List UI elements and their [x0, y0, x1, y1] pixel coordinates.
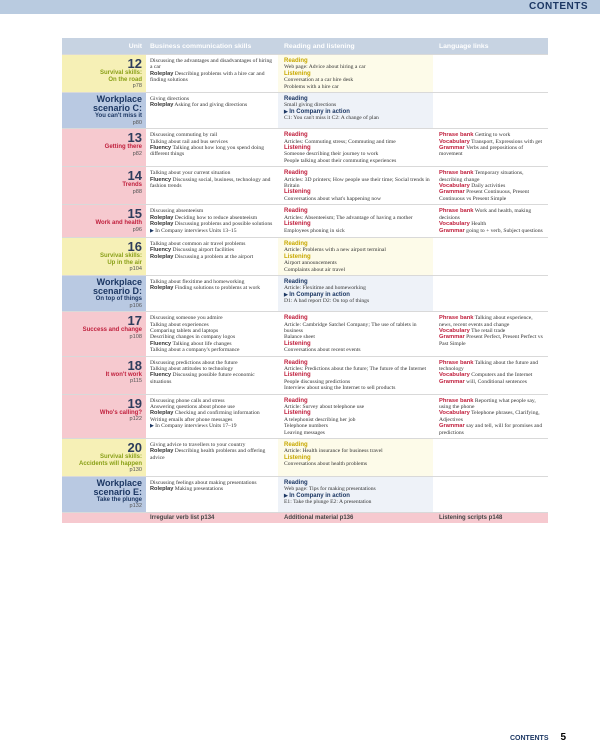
reading-listening-cell	[278, 238, 433, 275]
skill-label: Roleplay	[150, 448, 174, 455]
language-line	[439, 410, 546, 423]
skill-line	[150, 347, 275, 353]
business-skills-cell	[146, 357, 278, 394]
reading-text: Conversations about recent events	[284, 347, 361, 354]
skill-text: Talking about a company's performance	[150, 347, 240, 354]
reading-text: Conversation at a car hire desk	[284, 77, 354, 84]
unit-page: p108	[129, 333, 142, 340]
language-links-cell	[433, 276, 548, 311]
unit-cell	[62, 312, 146, 355]
unit-name: Trends	[122, 182, 142, 189]
in-company-text: In Company in action	[289, 291, 350, 298]
reading-heading: Reading	[284, 96, 308, 103]
unit-page: p82	[132, 150, 142, 157]
reading-text: Airport announcements	[284, 260, 337, 267]
language-links-cell	[433, 55, 548, 92]
skill-line	[150, 177, 275, 190]
skill-text: Finding solutions to problems at work	[173, 285, 261, 292]
unit-name: You can't miss it	[95, 113, 142, 120]
unit-page: p106	[129, 302, 142, 309]
reading-heading: Reading	[284, 359, 308, 366]
unit-number: 15	[127, 206, 142, 222]
language-text: The retail trade	[469, 327, 506, 334]
table-row	[62, 438, 548, 476]
skill-text: In Company interviews Units 17–19	[155, 423, 237, 430]
unit-name: Survival skills:	[99, 70, 142, 76]
reading-text: Conversations about health problems	[284, 461, 368, 468]
reading-heading: Reading	[284, 208, 308, 215]
language-line	[439, 423, 546, 436]
page-footer	[510, 732, 566, 743]
skill-text: Discussing social, business, technology and fashion trends	[150, 176, 271, 190]
table-row	[62, 311, 548, 355]
skill-label: Fluency	[150, 372, 172, 379]
unit-name: Who's calling?	[99, 409, 142, 416]
skill-text: Describing health problems and offering advice	[150, 448, 266, 461]
reading-heading: Listening	[284, 372, 311, 379]
skill-line	[150, 486, 275, 492]
language-links-cell	[433, 477, 548, 512]
skill-text: Asking for and giving directions	[173, 102, 248, 109]
skill-text: Describing changes in company logos	[150, 334, 236, 341]
reading-heading: Reading	[284, 240, 308, 247]
business-skills-cell	[146, 276, 278, 311]
reading-heading: Listening	[284, 454, 311, 461]
language-line	[439, 145, 546, 158]
reading-text: Article: Survey about telephone use	[284, 404, 365, 410]
language-label: Grammar	[439, 145, 465, 152]
skill-label: Roleplay	[150, 486, 174, 493]
reading-text: Articles: Predictions about the future; The future of the Internet	[284, 365, 427, 372]
unit-page: p132	[129, 503, 142, 510]
unit-cell	[62, 357, 146, 394]
skill-text: Comparing tablets and laptops	[150, 327, 219, 334]
language-links-cell	[433, 312, 548, 355]
unit-cell	[62, 129, 146, 166]
language-text: Reporting what people say, using the phone	[439, 397, 536, 410]
language-text: Temporary situations, describing change	[439, 170, 524, 183]
reading-text: D1: A bad report D2: On top of things	[284, 298, 370, 305]
reading-text: Articles: 3D printers; How people use their time; Social trends in Britain	[284, 176, 430, 190]
unit-number: 12	[127, 56, 142, 71]
skill-text: Discussing a problem at the airport	[173, 253, 254, 260]
table-row	[62, 394, 548, 438]
reading-text: Web page: Tips for making presentations	[284, 486, 376, 493]
workplace-scenario-title: Workplace scenario E:	[93, 477, 142, 497]
language-label: Vocabulary	[439, 138, 470, 145]
language-links-cell	[433, 238, 548, 275]
unit-name: It won't work	[105, 371, 142, 378]
skill-label: Roleplay	[150, 253, 174, 260]
unit-number: 19	[127, 395, 142, 411]
table-row	[62, 356, 548, 394]
reading-text: Telephone numbers	[284, 423, 328, 430]
language-links-cell	[433, 357, 548, 394]
business-skills-cell	[146, 439, 278, 476]
skill-text: Giving advice to travellers to your country	[150, 442, 246, 449]
unit-page: p78	[132, 83, 142, 90]
col-language: Language links	[439, 42, 489, 50]
table-row	[62, 237, 548, 275]
skill-text: Giving directions	[150, 96, 189, 103]
reading-heading: Reading	[284, 442, 308, 449]
skill-text: Discussing phone calls and stress	[150, 397, 225, 404]
skill-label: Fluency	[150, 247, 172, 254]
skill-label: Roleplay	[150, 214, 174, 221]
language-links-cell	[433, 129, 548, 166]
in-company-text: In Company in action	[289, 492, 350, 499]
skill-text: In Company interviews Units 13–15	[155, 227, 237, 234]
language-label: Phrase bank	[439, 397, 474, 404]
table-row	[62, 128, 548, 166]
unit-page: p122	[129, 416, 142, 423]
unit-number: 13	[127, 130, 142, 146]
language-text: Transport, Expressions with get	[469, 138, 543, 145]
skill-text: Talking about life changes	[171, 340, 232, 347]
reading-listening-cell	[278, 357, 433, 394]
reading-text: C1: You can't miss it C2: A change of plan	[284, 115, 379, 122]
skill-text: Discussing feelings about making presentations	[150, 479, 257, 486]
reading-heading: Reading	[284, 278, 308, 285]
skill-line	[150, 228, 275, 235]
skill-text: Describing problems with a hire car and finding solutions	[150, 70, 265, 84]
skill-text: Talking about experiences	[150, 321, 209, 328]
language-label: Vocabulary	[439, 372, 470, 379]
unit-number: 20	[127, 440, 142, 456]
reading-heading: Reading	[284, 58, 308, 64]
skill-text: Answering questions about phone use	[150, 404, 235, 410]
language-text: will, Conditional sentences	[464, 378, 527, 385]
reading-heading: Reading	[284, 397, 308, 404]
language-line	[439, 334, 546, 347]
language-line	[439, 315, 546, 328]
unit-cell	[62, 167, 146, 204]
reading-heading: Reading	[284, 479, 308, 486]
language-line	[439, 228, 546, 234]
skill-label: Fluency	[150, 340, 172, 347]
skill-text: Talking about flexitime and homeworking	[150, 278, 245, 285]
col-business: Business communication skills	[150, 42, 252, 50]
reading-text: Balance sheet	[284, 334, 315, 341]
reading-listening-cell	[278, 205, 433, 237]
language-text: Verbs and prepositions of movement	[439, 145, 524, 158]
unit-name: Accidents will happen	[78, 460, 142, 467]
unit-cell	[62, 55, 146, 92]
unit-page: p104	[129, 266, 142, 273]
reading-heading: Listening	[284, 340, 311, 347]
skill-text: Writing emails after phone messages	[150, 416, 233, 423]
irregular-verb-link[interactable]: Irregular verb list p134	[150, 515, 215, 521]
language-label: Vocabulary	[439, 410, 470, 417]
language-label: Grammar	[439, 189, 465, 196]
language-label: Grammar	[439, 423, 465, 430]
language-links-cell	[433, 93, 548, 128]
unit-page: p80	[132, 119, 142, 126]
unit-name: On top of things	[95, 295, 142, 302]
table-row	[62, 92, 548, 128]
language-text: Present Perfect, Present Perfect vs Past Simple	[439, 334, 543, 347]
skill-text: Talking about your current situation	[150, 170, 231, 177]
reading-text: Conversations about what's happening now	[284, 195, 382, 202]
in-company-text: In Company in action	[289, 108, 350, 115]
unit-number: 16	[127, 238, 142, 254]
reading-text: Article: Flexitime and homeworking	[284, 285, 366, 292]
skill-line	[150, 285, 275, 291]
reading-text: Complaints about air travel	[284, 266, 346, 273]
reading-text: People discussing predictions	[284, 378, 351, 385]
business-skills-cell	[146, 238, 278, 275]
skill-label: Fluency	[150, 145, 172, 152]
language-label: Phrase bank	[439, 170, 474, 177]
skill-text: Discussing airport facilities	[171, 247, 235, 254]
table-footer	[62, 512, 548, 523]
additional-material-link[interactable]: Additional material p136	[284, 515, 354, 521]
reading-heading: Listening	[284, 70, 311, 77]
reading-heading: Listening	[284, 189, 311, 196]
skill-text: Making presentations	[173, 486, 224, 493]
table-row	[62, 275, 548, 311]
unit-name: Survival skills:	[99, 252, 142, 259]
in-company-icon: ▶	[150, 424, 156, 430]
unit-cell	[62, 395, 146, 438]
business-skills-cell	[146, 167, 278, 204]
unit-cell	[62, 238, 146, 275]
unit-cell	[62, 477, 146, 512]
skill-text: Discussing possible future economic situations	[150, 372, 255, 385]
reading-text: Article: Health insurance for business travel	[284, 448, 383, 455]
page-number: 5	[560, 732, 566, 743]
skill-line	[150, 145, 275, 158]
table-row	[62, 204, 548, 237]
reading-text: Article: Problems with a new airport terminal	[284, 247, 386, 254]
page-title: CONTENTS	[529, 1, 588, 12]
table-header	[62, 38, 548, 54]
in-company-icon: ▶	[284, 492, 290, 499]
in-company-icon: ▶	[284, 291, 290, 298]
skill-text: Talking about how long you spend doing different things	[150, 145, 265, 158]
language-label: Grammar	[439, 334, 465, 341]
language-line	[439, 379, 546, 385]
reading-listening-cell	[278, 276, 433, 311]
language-text: Present Continuous, Present Continuous vs Present Simple	[439, 189, 530, 202]
language-label: Grammar	[439, 227, 465, 234]
reading-heading: Listening	[284, 145, 311, 152]
unit-name: Success and change	[82, 327, 142, 334]
skill-text: Talking about attitudes to technology	[150, 365, 234, 372]
language-text: say and tell, will for promises and predictions	[439, 423, 543, 436]
reading-text: Small giving directions	[284, 102, 337, 109]
unit-name: Survival skills:	[99, 454, 142, 461]
unit-name: Up in the air	[107, 259, 142, 266]
business-skills-cell	[146, 312, 278, 355]
skill-line	[150, 448, 275, 461]
language-links-cell	[433, 439, 548, 476]
unit-name: Take the plunge	[96, 496, 142, 503]
unit-name: Work and health	[95, 220, 142, 227]
unit-cell	[62, 439, 146, 476]
skill-line	[150, 58, 275, 71]
language-links-cell	[433, 167, 548, 204]
reading-listening-cell	[278, 395, 433, 438]
skill-line	[150, 254, 275, 260]
reading-listening-cell	[278, 93, 433, 128]
reading-text: Someone describing their journey to work	[284, 151, 379, 158]
business-skills-cell	[146, 477, 278, 512]
reading-heading: Reading	[284, 315, 308, 322]
reading-listening-cell	[278, 55, 433, 92]
language-text: Work and health, making decisions	[439, 208, 532, 221]
footer-label: CONTENTS	[509, 735, 549, 742]
language-label: Phrase bank	[439, 359, 474, 366]
reading-heading: Reading	[284, 132, 308, 139]
language-links-cell	[433, 205, 548, 237]
language-line	[439, 360, 546, 373]
language-text: Talking about the future and technology	[439, 359, 539, 372]
table-row	[62, 476, 548, 512]
language-text: Talking about experience, news, recent events and change	[439, 315, 533, 328]
skill-label: Roleplay	[150, 221, 174, 228]
language-links-cell	[433, 395, 548, 438]
reading-text: Leaving messages	[284, 429, 325, 436]
reading-heading: Listening	[284, 253, 311, 260]
unit-number: 14	[127, 168, 142, 184]
skill-label: Roleplay	[150, 70, 174, 77]
skill-line	[150, 102, 275, 108]
reading-text: E1: Take the plunge E2: A presentation	[284, 499, 372, 506]
reading-text: Web page: Advice about hiring a car	[284, 64, 366, 71]
skill-line	[150, 423, 275, 430]
language-label: Phrase bank	[439, 208, 474, 215]
skill-label: Roleplay	[150, 285, 174, 292]
workplace-scenario-title: Workplace scenario D:	[92, 276, 142, 296]
reading-text: Articles: Commuting stress; Commuting and time	[284, 138, 396, 145]
language-text: Getting to work	[473, 132, 511, 139]
language-label: Vocabulary	[439, 183, 470, 190]
reading-text: People talking about their commuting experiences	[284, 157, 397, 164]
reading-text: Articles: Absenteeism; The advantage of having a mother	[284, 214, 413, 221]
reading-text: Interview about using the Internet to sell products	[284, 385, 396, 392]
skill-text: Checking and confirming information	[173, 410, 260, 417]
skill-label: Roleplay	[150, 102, 174, 109]
skill-line	[150, 372, 275, 385]
skill-text: Discussing predictions about the future	[150, 359, 238, 366]
unit-page: p88	[132, 188, 142, 195]
reading-heading: Listening	[284, 221, 311, 228]
reading-listening-cell	[278, 477, 433, 512]
unit-cell	[62, 276, 146, 311]
top-bar	[0, 0, 600, 14]
skill-text: Discussing problems and possible solutions	[173, 221, 273, 228]
skill-text: Discussing absenteeism	[150, 208, 204, 215]
language-label: Vocabulary	[439, 221, 470, 228]
skill-text: Discussing someone you admire	[150, 315, 223, 322]
unit-page: p130	[129, 467, 142, 474]
language-text: going to + verb, Subject questions	[464, 227, 543, 234]
language-text: Computers and the Internet	[469, 372, 533, 379]
unit-name: On the road	[108, 76, 142, 83]
business-skills-cell	[146, 93, 278, 128]
business-skills-cell	[146, 55, 278, 92]
language-text: Telephone phrases, Clarifying, Adjectives	[439, 410, 540, 423]
reading-listening-cell	[278, 312, 433, 355]
skill-text: Talking about rail and bus services	[150, 138, 228, 145]
reading-listening-cell	[278, 439, 433, 476]
unit-cell	[62, 205, 146, 237]
skill-line	[150, 71, 275, 84]
skill-text: Discussing commuting by rail	[150, 132, 218, 139]
skill-text: Discussing the advantages and disadvantages of hiring a car	[150, 58, 273, 71]
unit-page: p115	[129, 378, 142, 385]
table-row	[62, 54, 548, 92]
language-text: Health	[469, 221, 487, 228]
table-body	[62, 54, 548, 512]
reading-text: Employees phoning in sick	[284, 227, 345, 234]
business-skills-cell	[146, 395, 278, 438]
reading-text: Article: Cambridge Satchel Company; The use of tablets in business	[284, 321, 417, 334]
unit-cell	[62, 93, 146, 128]
reading-text: Problems with a hire car	[284, 83, 339, 90]
reading-listening-cell	[278, 167, 433, 204]
language-label: Vocabulary	[439, 327, 470, 334]
col-reading: Reading and listening	[284, 42, 355, 50]
skill-text: Talking about common air travel problems	[150, 240, 246, 247]
language-line	[439, 170, 546, 183]
language-line	[439, 208, 546, 221]
language-line	[439, 189, 546, 202]
workplace-scenario-title: Workplace scenario C:	[92, 94, 142, 114]
unit-number: 17	[127, 313, 142, 329]
business-skills-cell	[146, 129, 278, 166]
language-text: Daily activities	[469, 183, 506, 190]
reading-listening-cell	[278, 129, 433, 166]
reading-text: A telephonist describing her job	[284, 416, 356, 423]
skill-label: Roleplay	[150, 410, 174, 417]
reading-heading: Reading	[284, 170, 308, 177]
contents-table	[62, 38, 548, 523]
listening-scripts-link[interactable]: Listening scripts p148	[439, 515, 503, 521]
skill-text: Deciding how to reduce absenteeism	[173, 214, 258, 221]
table-row	[62, 166, 548, 204]
skill-label: Fluency	[150, 176, 172, 183]
in-company-icon: ▶	[284, 108, 290, 115]
unit-name: Getting there	[104, 144, 142, 151]
language-label: Phrase bank	[439, 132, 474, 139]
unit-number: 18	[127, 357, 142, 373]
in-company-icon: ▶	[150, 228, 156, 234]
language-label: Phrase bank	[439, 315, 474, 322]
business-skills-cell	[146, 205, 278, 237]
col-unit: Unit	[128, 42, 142, 50]
language-label: Grammar	[439, 378, 465, 385]
language-line	[439, 398, 546, 411]
reading-heading: Listening	[284, 410, 311, 417]
unit-page: p96	[132, 226, 142, 233]
